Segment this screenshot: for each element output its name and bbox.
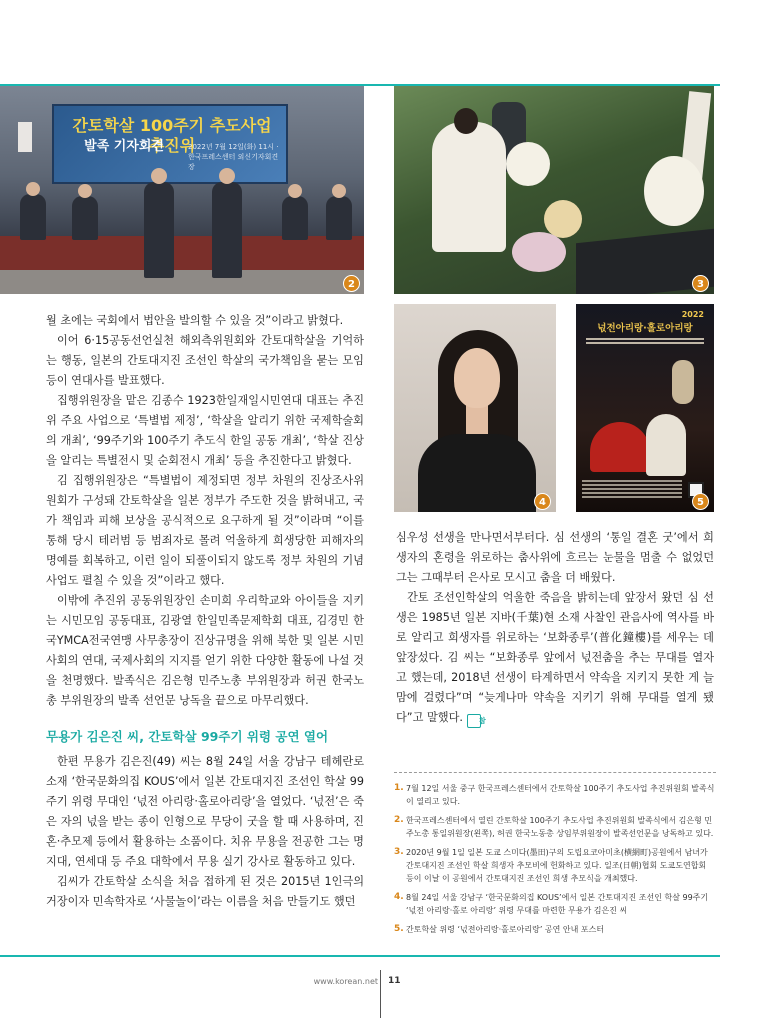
article-left-column-lower <box>46 752 364 912</box>
caption-item <box>394 814 716 840</box>
paragraph: 월 초에는 국회에서 법안을 발의할 수 있을 것”이라고 밝혔다. <box>46 314 344 327</box>
photo-number-badge: 3 <box>692 275 709 292</box>
photo-number-badge: 2 <box>343 275 360 292</box>
flag <box>18 122 32 152</box>
caption-divider <box>394 772 716 773</box>
screen-title: 간토학살 100주기 추도사업 추진위 <box>72 116 272 155</box>
footer-separator <box>380 970 381 1018</box>
caption-item <box>394 846 716 885</box>
poster-credits <box>582 480 682 500</box>
caption-item <box>394 782 716 808</box>
caption-item <box>394 923 716 936</box>
paragraph: 집행위원장을 맡은 김종수 1923한일재일시민연대 대표는 추진위 주요 사업으로 ‘특별법 제정’, ‘학살을 알리기 위한 국제학술회의 개최’, ‘99주기와 100주기 추도식 한일 공동 개최’, ‘학살 진상을 알리는 특별전시 및 순회전시 개최’ 등을 추진한다고 밝혔다. <box>46 394 364 467</box>
caption-text: 8월 24일 서울 강남구 ‘한국문화의집 KOUS’에서 일본 간토대지진 조선인 학살 99주기 ‘넋전 아리랑·홀로 아리랑’ 위령 무대를 마련한 무용가 김은진 씨 <box>406 893 709 915</box>
paragraph: 김 집행위원장은 “특별법이 제정되면 정부 차원의 진상조사위원회가 구성돼 간토학살을 일본 정부가 주도한 것을 밝혀내고, 국가 책임과 피해 보상을 공식적으로 요구하게 될 것”이라며 “이를 통해 당시 테러범 등 범죄자로 몰려 억울하게 희생당한 피해자의 명예를 회복하고, 이런 일이 되풀이되지 않도록 정부 차원의 기념사업도 펼칠 수 있을 것”이라고 했다. <box>46 474 364 587</box>
paper-puppet <box>672 360 694 404</box>
page-number: 11 <box>388 976 401 986</box>
caption-item <box>394 891 716 917</box>
hanbok-woman <box>432 122 506 252</box>
caption-number: 3. <box>394 847 404 857</box>
photo-captions <box>394 782 716 942</box>
caption-number: 2. <box>394 815 404 825</box>
paragraph: 김씨가 간토학살 소식을 처음 접하게 된 것은 2015년 1인극의 거장이자 민속학자로 ‘사물놀이’라는 이름을 처음 만들기도 했던 <box>46 875 364 908</box>
caption-text: 2020년 9월 1일 일본 도쿄 스미다(墨田)구의 도립요코아미초(横網町)공원에서 남녀가 간토대지진 조선인 학살 희생자 추모비에 헌화하고 있다. 일조(日朝)협회 도쿄도연합회 등이 이날 이 공원에서 간토대지진 조선인 희생 추모식을 개최했다. <box>406 848 708 883</box>
screen-title-2: 발족 기자회견 <box>84 139 164 154</box>
caption-number: 5. <box>394 924 404 934</box>
caption-text: 한국프레스센터에서 열린 간토학살 100주기 추도사업 추진위원회 발족식에서 김은형 민주노총 통일위원장(왼쪽), 허권 한국노동총 상임부위원장이 발족선언문을 낭독하고 있다. <box>406 816 714 838</box>
caption-text: 간토학살 위령 ‘넋전아리랑·홀로아리랑’ 공연 안내 포스터 <box>406 925 605 934</box>
caption-number: 1. <box>394 783 404 793</box>
poster-year: 2022 <box>681 310 704 319</box>
paragraph: 이어 6·15공동선언실천 해외측위원회와 간토대학살을 기억하는 행동, 일본의 간토대지진 조선인 학살의 국가책임을 묻는 모임 등이 연대사를 발표했다. <box>46 334 364 387</box>
press-conference-photo <box>0 86 364 294</box>
paragraph <box>396 588 714 728</box>
photo-number-badge: 4 <box>534 493 551 510</box>
paragraph: 한편 무용가 김은진(49) 씨는 8월 24일 서울 강남구 테헤란로 소재 ‘한국문화의집 KOUS’에서 일본 간토대지진 조선인 학살 99주기 위령 무대인 ‘넋전 아리랑·홀로아리랑’을 열었다. ‘넋전’은 죽은 자의 넋을 받는 종이 인형으로 무당이 굿을 할 때 사용하며, 진혼·추모제 등에서 활용하는 소품이다. 치유 무용을 전공한 그는 명지대, 연세대 등 주요 대학에서 무용 실기 강사로 활동하고 있다. <box>46 755 364 868</box>
photo-number-badge: 5 <box>692 493 709 510</box>
paragraph: 심우성 선생을 만나면서부터다. 심 선생의 ‘통일 결혼 굿’에서 희생자의 혼령을 위로하는 춤사위에 흐르는 눈물을 멈출 수 없었던 그는 그때부터 은사로 모시고 춤을 더 배웠다. <box>396 531 714 584</box>
poster-title: 넋전아리랑·홀로아리랑 <box>597 323 693 334</box>
memorial-photo <box>394 86 714 294</box>
article-left-column <box>46 311 364 711</box>
bottom-rule <box>0 955 720 957</box>
caption-text: 7월 12일 서울 중구 한국프레스센터에서 간토학살 100주기 추도사업 추진위원회 발족식이 열리고 있다. <box>406 784 715 806</box>
paragraph: 이밖에 추진위 공동위원장인 손미희 우리학교와 아이들을 지키는 시민모임 공동대표, 김광열 한일민족문제학회 대표, 김경민 한국YMCA전국연맹 사무총장이 진상규명을 위해 북한 및 일본 시민사회의 연대, 국제사회의 지지를 얻기 위한 다양한 활동에 나설 것을 천명했다. 발족식은 김은형 민주노총 부위원장과 허권 한국노총 부위원장의 발족 선언문 낭독을 끝으로 마무리했다. <box>46 594 364 707</box>
screen-subtitle: 2022년 7월 12일(화) 11시 · 한국프레스센터 외신기자회견장 <box>188 143 279 171</box>
face <box>454 348 500 408</box>
paragraph-text: 간토 조선인학살의 억울한 죽음을 밝히는데 앞장서 왔던 심 선생은 1985년 일본 지바(千葉)현 소재 사찰인 관음사에 역사를 바로 알리고 희생자를 위로하는 ‘보화종루’(普化鐘樓)를 세우는 데 앞장섰다. 김 씨는 “보화종루 앞에서 넋전춤을 추는 무대를 열자고 했는데, 2018년 선생이 타계하면서 약속을 지키지 못한 게 늘 맘에 걸렸다”며 “늦게나마 약속을 지키기 위해 무대를 열게 됐다”고 말했다. <box>396 591 714 724</box>
poster-subtitle-lines <box>586 338 704 348</box>
performance-poster <box>576 304 714 512</box>
presentation-screen <box>52 104 288 184</box>
article-right-column <box>396 528 714 728</box>
end-mark-icon: 참 <box>467 714 481 728</box>
portrait-photo <box>394 304 556 512</box>
caption-number: 4. <box>394 892 404 902</box>
section-subheading: 무용가 김은진 씨, 간토학살 99주기 위령 공연 열어 <box>46 729 329 744</box>
footer-url: www.korean.net <box>313 977 378 986</box>
